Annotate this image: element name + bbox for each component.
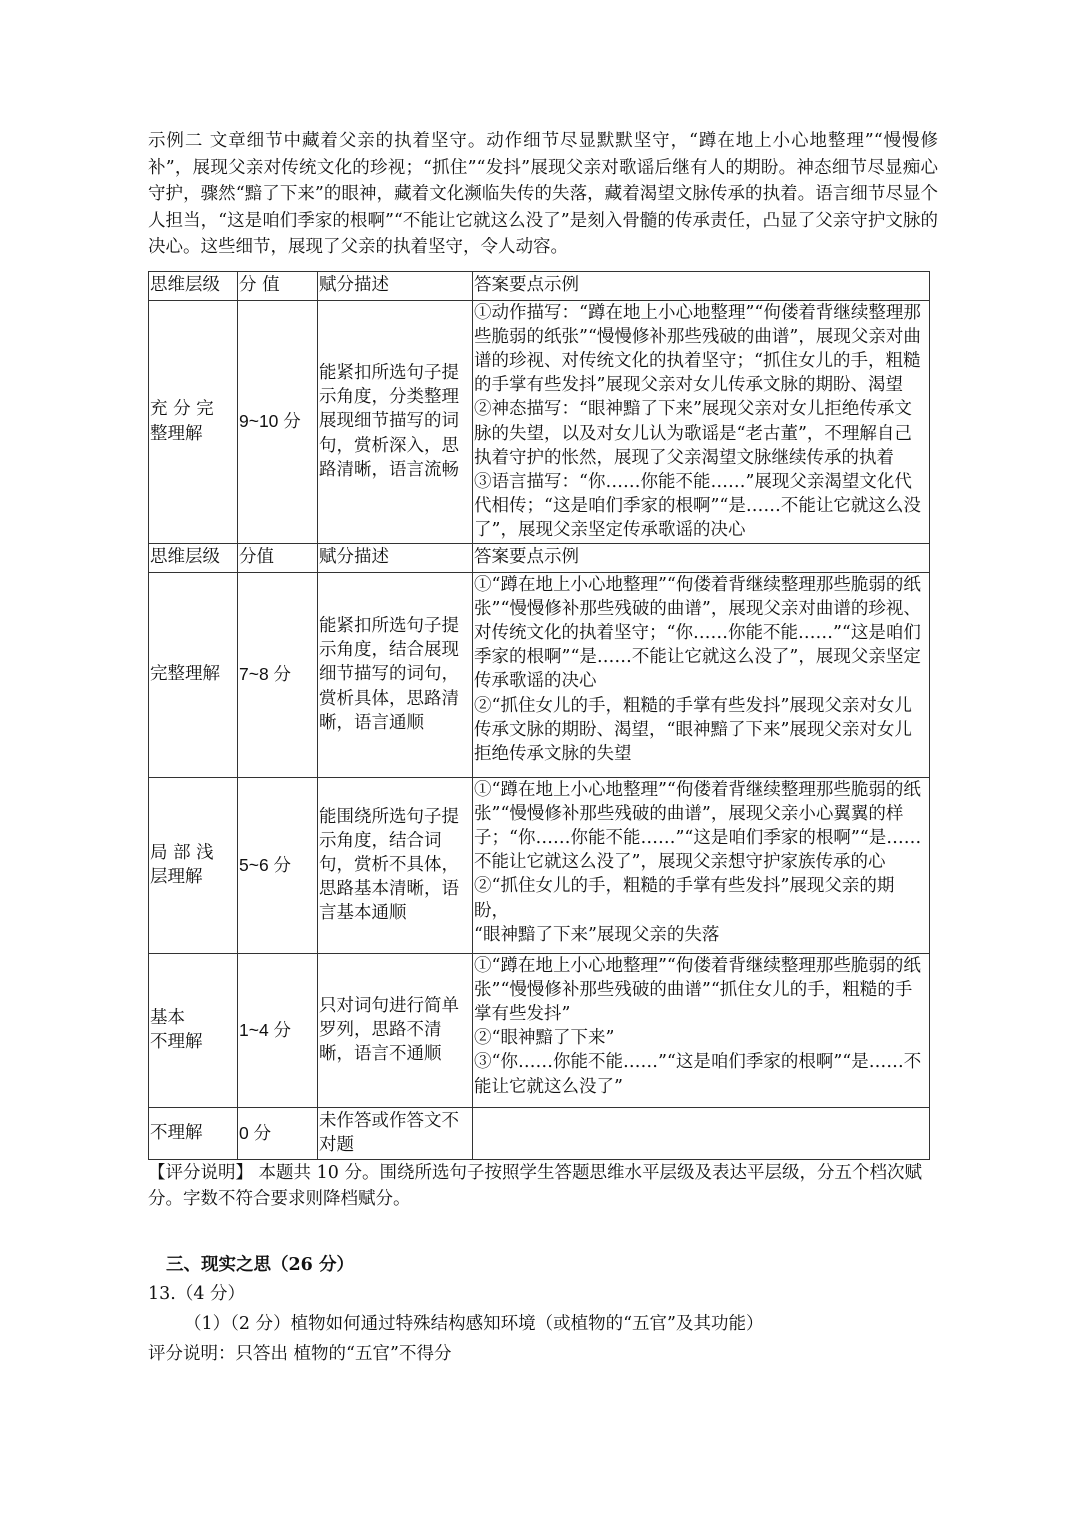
answer-point: ②“眼神黯了下来” [474, 1028, 615, 1049]
score-cell: 9~10 分 [238, 300, 318, 543]
answer-cell [473, 572, 930, 777]
header-score: 分值 [238, 543, 318, 572]
header-answer: 答案要点示例 [473, 271, 930, 300]
header-level: 思维层级 [149, 543, 238, 572]
level-cell: 局 部 浅 层理解 [149, 777, 238, 953]
header-desc: 赋分描述 [318, 543, 473, 572]
scoring-note: 【评分说明】 本题共 10 分。围绕所选句子按照学生答题思维水平层级及表达平层级，分五个档次赋分。字数不符合要求则降档赋分。 [148, 1162, 922, 1209]
level-cell: 完整理解 [149, 572, 238, 777]
level-cell [149, 953, 238, 1107]
question-13-note: 评分说明：只答出 植物的“五官”不得分 [148, 1343, 452, 1364]
answer-point: ②神态描写：“眼神黯了下来”展现父亲对女儿拒绝传承文脉的失望，以及对女儿认为歌谣是“老古董”，不理解自己执着守护的怅然，展现了父亲渴望文脉继续传承的执着 [474, 399, 912, 468]
table-row [149, 572, 930, 777]
example-two-paragraph: 示例二 文章细节中藏着父亲的执着坚守。动作细节尽显默默坚守，“蹲在地上小心地整理”“慢慢修补”，展现父亲对传统文化的珍视；“抓住”“发抖”展现父亲对歌谣后继有人的期盼。神态细节尽显痴心守护，骤然“黯了下来”的眼神，藏着文化濒临失传的失落，藏着渴望文脉传承的执着。语言细节尽显个人担当，“这是咱们季家的根啊”“不能让它就这么没了”是刻入骨髓的传承责任，凸显了父亲守护文脉的决心。这些细节，展现了父亲的执着坚守，令人动容。 [148, 131, 938, 257]
desc-cell: 能紧扣所选句子提示角度，结合展现细节描写的词句，赏析具体，思路清晰，语言通顺 [318, 572, 473, 777]
answer-point: ①“蹲在地上小心地整理”“佝偻着背继续整理那些脆弱的纸张”“慢慢修补那些残破的曲谱”“抓住女儿的手，粗糙的手掌有些发抖” [474, 955, 921, 1024]
answer-cell [473, 1107, 930, 1159]
table-row [149, 1107, 930, 1159]
header-answer: 答案要点示例 [473, 543, 930, 572]
document-page [148, 128, 938, 1368]
desc-cell: 未作答或作答文不对题 [318, 1107, 473, 1159]
question-13-part-1: （1）（2 分）植物如何通过特殊结构感知环境（或植物的“五官”及其功能） [184, 1313, 764, 1334]
table-row [149, 300, 930, 543]
header-desc: 赋分描述 [318, 271, 473, 300]
level-text-line: 基本 不理解 [150, 1007, 203, 1053]
level-cell: 充 分 完 整理解 [149, 300, 238, 543]
answer-cell [473, 953, 930, 1107]
table-row [149, 777, 930, 953]
score-cell: 5~6 分 [238, 777, 318, 953]
table-header-row [149, 271, 930, 300]
scoring-rubric-table [148, 271, 930, 1160]
table-row [149, 953, 930, 1107]
level-cell: 不理解 [149, 1107, 238, 1159]
answer-cell [473, 777, 930, 953]
answer-point: ①动作描写：“蹲在地上小心地整理”“佝偻着背继续整理那些脆弱的纸张”“慢慢修补那些残破的曲谱”，展现父亲对曲谱的珍视、对传统文化的执着坚守；“抓住女儿的手，粗糙的手掌有些发抖”展现父亲对女儿传承文脉的期盼、渴望 [474, 302, 921, 396]
answer-point: ③语言描写：“你……你能不能……”展现父亲渴望文化代代相传；“这是咱们季家的根啊”“是……不能让它就这么没了”，展现父亲坚定传承歌谣的决心 [474, 471, 921, 541]
answer-cell [473, 300, 930, 543]
desc-cell: 能紧扣所选句子提示角度，分类整理展现细节描写的词句，赏析深入，思路清晰，语言流畅 [318, 300, 473, 543]
answer-point: ③“你……你能不能……”“这是咱们季家的根啊”“是……不能让它就这么没了” [474, 1052, 922, 1097]
table-header-row [149, 543, 930, 572]
answer-point: ①“蹲在地上小心地整理”“佝偻着背继续整理那些脆弱的纸张”“慢慢修补那些残破的曲谱”，展现父亲对曲谱的珍视、对传统文化的执着坚守；“你……你能不能……”“这是咱们季家的根啊”“是……不能让它就这么没了”，展现父亲坚定传承歌谣的决心 [474, 574, 921, 692]
score-cell: 0 分 [238, 1107, 318, 1159]
answer-point: ②“抓住女儿的手，粗糙的手掌有些发抖”展现父亲对女儿传承文脉的期盼、渴望，“眼神黯了下来”展现父亲对女儿拒绝传承文脉的失望 [474, 695, 912, 764]
score-cell: 7~8 分 [238, 572, 318, 777]
score-cell: 1~4 分 [238, 953, 318, 1107]
desc-cell: 只对词句进行简单罗列，思路不清晰，语言不通顺 [318, 953, 473, 1107]
desc-cell: 能围绕所选句子提示角度，结合词句，赏析不具体，思路基本清晰，语言基本通顺 [318, 777, 473, 953]
question-13-title: 13.（4 分） [148, 1283, 246, 1304]
answer-point: “眼神黯了下来”展现父亲的失落 [474, 924, 720, 945]
header-score: 分 值 [238, 271, 318, 300]
section-heading: 三、现实之思（26 分） [166, 1254, 354, 1275]
answer-point: ①“蹲在地上小心地整理”“佝偻着背继续整理那些脆弱的纸张”“慢慢修补那些残破的曲谱”，展现父亲小心翼翼的样子；“你……你能不能……”“这是咱们季家的根啊”“是……不能让它就这么没了”，展现父亲想守护家族传承的心②“抓住女儿的手，粗糙的手掌有些发抖”展现父亲的期盼， [474, 779, 922, 921]
header-level: 思维层级 [149, 271, 238, 300]
